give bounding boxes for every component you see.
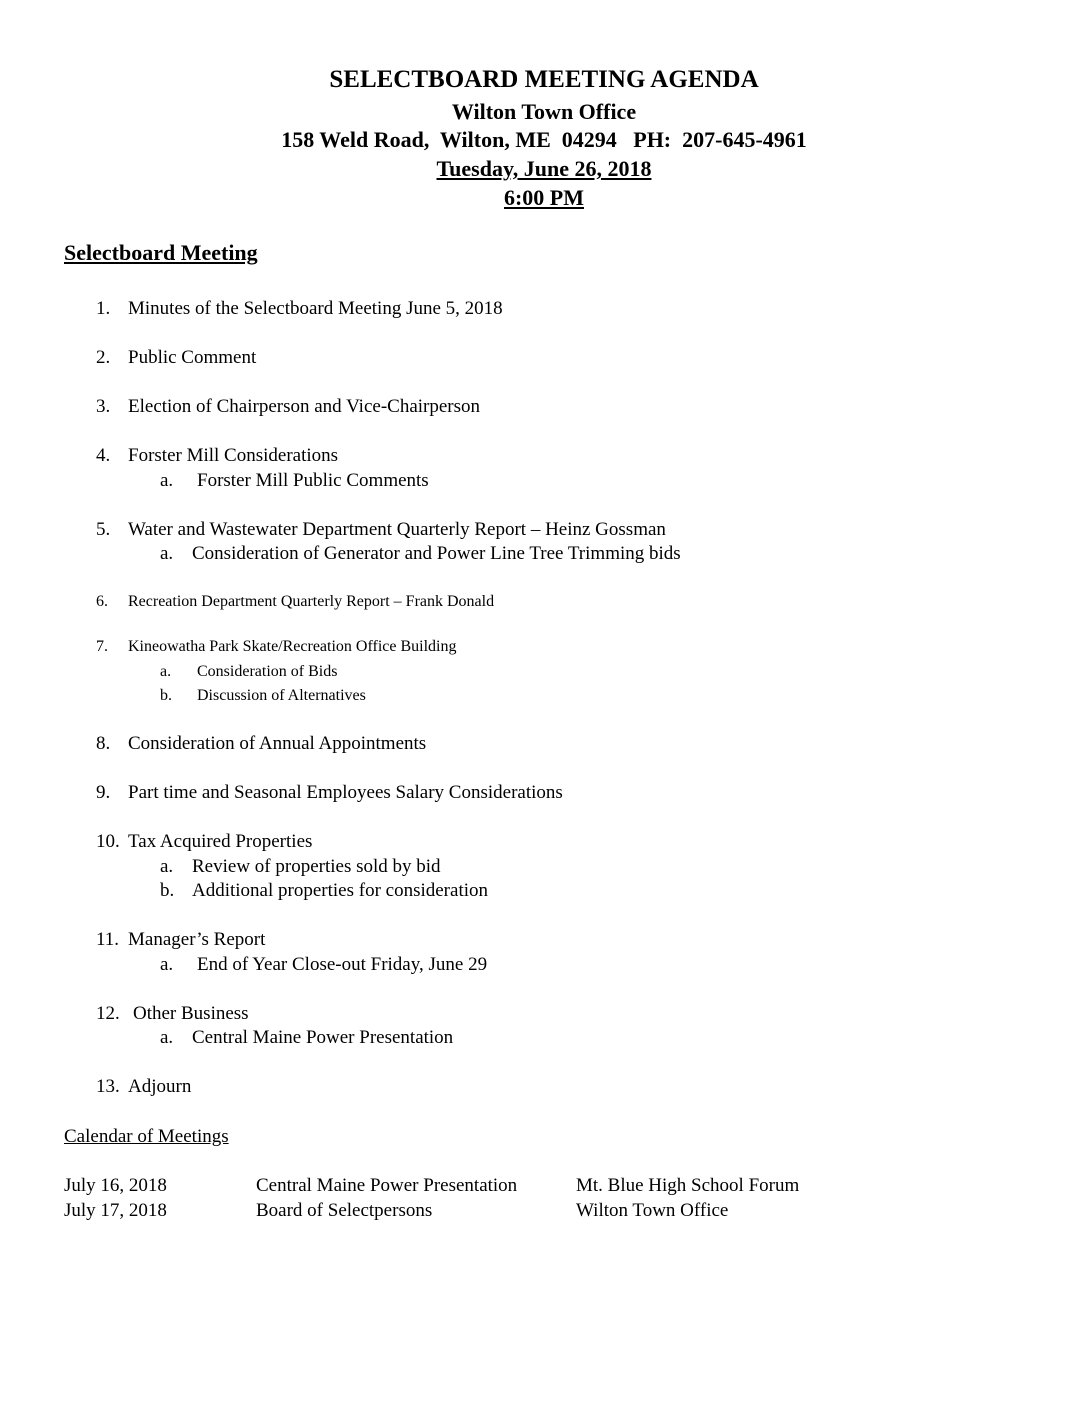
- item-number: 5.: [96, 519, 111, 540]
- item-number: 9.: [96, 782, 111, 803]
- item-number: 8.: [96, 733, 111, 754]
- item-number: 11.: [96, 929, 120, 950]
- subitem-letter: a.: [160, 470, 174, 491]
- office-address: 158 Weld Road, Wilton, ME 04294 PH: 207-645-4961: [281, 127, 807, 152]
- item-text: Part time and Seasonal Employees Salary Considerations: [128, 782, 563, 803]
- item-number: 4.: [96, 445, 111, 466]
- item-text: Manager’s Report: [128, 929, 266, 950]
- item-number: 2.: [96, 347, 111, 368]
- subitem-text: Consideration of Bids: [197, 663, 338, 680]
- subitem-letter: a.: [160, 663, 172, 680]
- item-number: 1.: [96, 298, 111, 319]
- office-name: Wilton Town Office: [451, 99, 637, 124]
- item-text: Kineowatha Park Skate/Recreation Office Building: [128, 638, 457, 655]
- subitem-letter: a.: [160, 543, 174, 564]
- calendar-event: Board of Selectpersons: [256, 1200, 433, 1221]
- subitem-letter: a.: [160, 856, 174, 877]
- item-text: Tax Acquired Properties: [128, 831, 313, 852]
- item-text: Other Business: [133, 1003, 249, 1024]
- item-text: Recreation Department Quarterly Report – Frank Donald: [128, 593, 495, 610]
- item-text: Forster Mill Considerations: [128, 445, 339, 466]
- calendar-location: Mt. Blue High School Forum: [576, 1175, 800, 1196]
- item-number: 12.: [96, 1003, 120, 1024]
- calendar-title: Calendar of Meetings: [64, 1126, 229, 1147]
- subitem-letter: a.: [160, 954, 174, 975]
- meeting-time: 6:00 PM: [503, 185, 585, 210]
- subitem-letter: b.: [160, 687, 172, 704]
- item-text: Adjourn: [128, 1076, 192, 1097]
- agenda-title: SELECTBOARD MEETING AGENDA: [329, 66, 759, 93]
- item-number: 6.: [96, 593, 108, 610]
- item-text: Election of Chairperson and Vice-Chairperson: [128, 396, 481, 417]
- subitem-letter: a.: [160, 1027, 174, 1048]
- meeting-date: Tuesday, June 26, 2018: [436, 156, 652, 181]
- item-text: Water and Wastewater Department Quarterly Report – Heinz Gossman: [128, 519, 666, 540]
- item-text: Public Comment: [128, 347, 257, 368]
- section-title: Selectboard Meeting: [64, 240, 258, 265]
- subitem-text: Additional properties for consideration: [192, 880, 489, 901]
- item-number: 13.: [96, 1076, 120, 1097]
- item-number: 7.: [96, 638, 108, 655]
- subitem-text: Discussion of Alternatives: [197, 687, 366, 704]
- subitem-text: End of Year Close-out Friday, June 29: [197, 954, 488, 975]
- subitem-text: Central Maine Power Presentation: [192, 1027, 454, 1048]
- subitem-text: Consideration of Generator and Power Line Tree Trimming bids: [192, 543, 681, 564]
- calendar-date: July 17, 2018: [64, 1200, 167, 1221]
- item-text: Consideration of Annual Appointments: [128, 733, 427, 754]
- subitem-letter: b.: [160, 880, 175, 901]
- subitem-text: Review of properties sold by bid: [192, 856, 441, 877]
- calendar-location: Wilton Town Office: [576, 1200, 729, 1221]
- item-number: 3.: [96, 396, 111, 417]
- subitem-text: Forster Mill Public Comments: [197, 470, 429, 491]
- calendar-date: July 16, 2018: [64, 1175, 167, 1196]
- item-text: Minutes of the Selectboard Meeting June 5, 2018: [128, 298, 503, 319]
- calendar-event: Central Maine Power Presentation: [256, 1175, 518, 1196]
- item-number: 10.: [96, 831, 120, 852]
